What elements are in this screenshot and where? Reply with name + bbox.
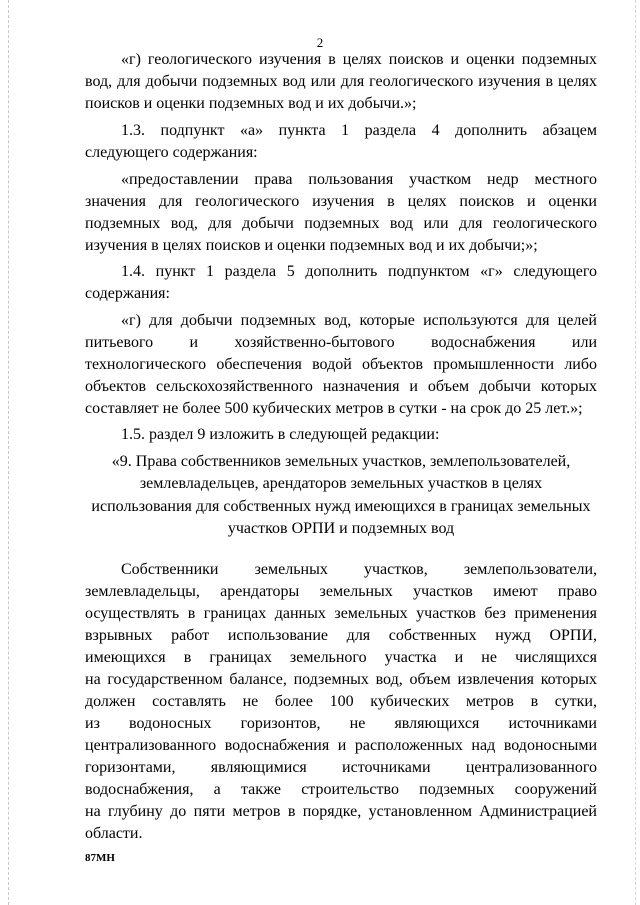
text-line: вод, для добычи подземных вод или для геологического изучения в целях xyxy=(85,73,597,90)
text-line: Собственники земельных участков, землепользователи, xyxy=(121,561,597,578)
text-line: следующего содержания: xyxy=(85,144,258,161)
text-line: значения для геологического изучения в целях поисков и оценки xyxy=(85,193,597,210)
section-heading-line: использования для собственных нужд имеющихся в границах земельных xyxy=(91,498,591,515)
text-line: области. xyxy=(85,825,143,842)
text-line: поисков и оценки подземных вод и их добычи.»; xyxy=(85,95,417,112)
text-line: должен составлять не более 100 кубических метров в сутки, xyxy=(85,693,597,710)
section-heading-line: землевладельцев, арендаторов земельных участков в целях xyxy=(139,475,543,492)
text-line: на глубину до пяти метров в порядке, установленном Администрацией xyxy=(85,803,597,820)
text-line: «г) геологического изучения в целях поисков и оценки подземных xyxy=(121,51,597,68)
scan-edge-right xyxy=(635,0,636,905)
text-line: горизонтами, являющимися источниками централизованного xyxy=(85,759,597,776)
text-line: объектов сельскохозяйственного назначения и объем добычи которых xyxy=(85,378,597,395)
text-line: на государственном балансе, подземных вод, объем извлечения которых xyxy=(85,671,597,688)
text-line: водоснабжения, а также строительство подземных сооружений xyxy=(85,781,597,798)
text-line: технологического обеспечения водой объектов промышленности либо xyxy=(85,356,597,373)
section-heading-line: участков ОРПИ и подземных вод xyxy=(227,520,455,537)
text-line: имеющихся в границах земельного участка и не числящихся xyxy=(85,649,597,666)
text-line: «г) для добычи подземных вод, которые используются для целей xyxy=(121,312,597,329)
text-line: 1.4. пункт 1 раздела 5 дополнить подпунктом «г» следующего xyxy=(121,263,597,280)
scan-edge-left xyxy=(8,0,9,905)
text-line: питьевого и хозяйственно-бытового водоснабжения или xyxy=(85,334,597,351)
text-line: централизованного водоснабжения и расположенных над водоносными xyxy=(85,737,597,754)
text-line: «предоставлении права пользования участком недр местного xyxy=(121,171,597,188)
text-line: составляет не более 500 кубических метров в сутки - на срок до 25 лет.»; xyxy=(85,400,583,417)
text-line: 1.3. подпункт «а» пункта 1 раздела 4 дополнить абзацем xyxy=(121,122,597,139)
text-line: содержания: xyxy=(85,285,170,302)
document-code: 87МН xyxy=(85,852,115,864)
text-line: 1.5. раздел 9 изложить в следующей редакции: xyxy=(121,426,440,443)
text-line: подземных вод, для добычи подземных вод или для геологического xyxy=(85,215,597,232)
text-line: изучения в целях поисков и оценки подземных вод и их добычи;»; xyxy=(85,237,538,254)
section-heading-line: «9. Права собственников земельных участков, землепользователей, xyxy=(111,453,571,470)
page-number: 2 xyxy=(316,35,324,50)
text-line: из водоносных горизонтов, не являющихся источниками xyxy=(85,715,597,732)
text-line: землевладельцы, арендаторы земельных участков имеют право xyxy=(85,583,597,600)
text-line: взрывных работ использование для собственных нужд ОРПИ, xyxy=(85,627,597,644)
text-line: осуществлять в границах данных земельных участков без применения xyxy=(85,605,597,622)
